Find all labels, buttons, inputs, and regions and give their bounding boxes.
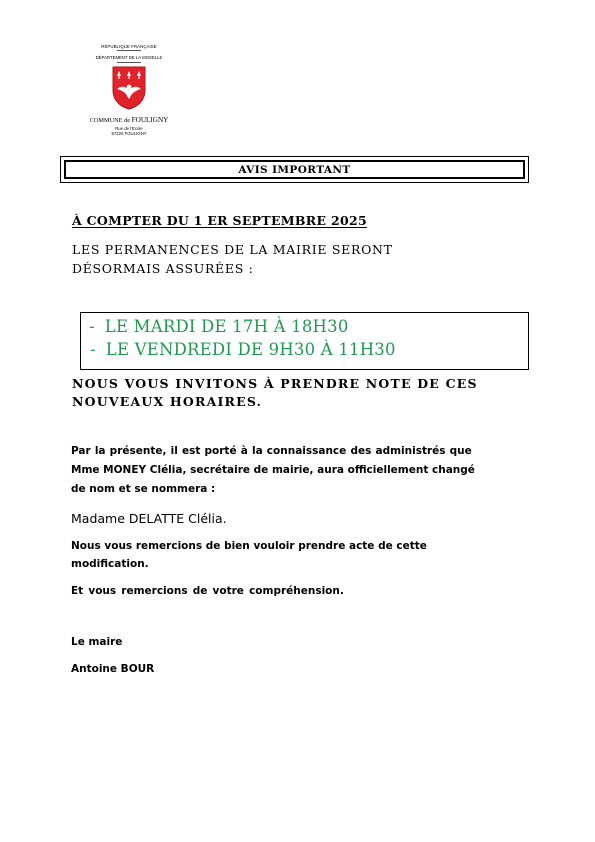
- bullet-dash: -: [90, 340, 96, 359]
- title-frame: [60, 156, 529, 183]
- hours-item: [90, 340, 396, 359]
- hours-box: [80, 312, 529, 370]
- commune-logo-block: [82, 44, 176, 136]
- hours-text: LE VENDREDI DE 9H30 À 11H30: [105, 340, 396, 359]
- intro-line-2: DÉSORMAIS ASSURÉES :: [72, 261, 254, 276]
- hours-text: LE MARDI DE 17H À 18H30: [104, 317, 349, 336]
- body-paragraph-line: Par la présente, il est porté à la connaissance des administrés que: [71, 445, 472, 457]
- commune-name: [82, 116, 176, 124]
- bullet-dash: -: [89, 317, 95, 336]
- intro-line-1: LES PERMANENCES DE LA MAIRIE SERONT: [72, 242, 393, 257]
- signature-name: Antoine BOUR: [71, 663, 155, 675]
- thanks-line: modification.: [71, 558, 149, 570]
- body-paragraph-line: de nom et se nommera :: [71, 483, 216, 495]
- divider: [117, 62, 141, 63]
- title-inner-frame: [64, 160, 525, 179]
- republique-label: RÉPUBLIQUE FRANÇAISE: [101, 44, 157, 49]
- commune-de: de: [124, 117, 131, 124]
- new-name: Madame DELATTE Clélia.: [71, 511, 227, 526]
- address-line-2: 57220 FOULIGNY: [111, 131, 147, 136]
- note-line-2: NOUVEAUX HORAIRES.: [72, 394, 263, 409]
- thanks-understanding: Et vous remercions de votre compréhension.: [71, 585, 344, 597]
- commune-prefix: COMMUNE: [89, 117, 123, 124]
- thanks-line: Nous vous remercions de bien vouloir prendre acte de cette: [71, 540, 427, 552]
- departement-label: DÉPARTEMENT DE LA MOSELLE: [95, 55, 163, 60]
- body-paragraph-line: Mme MONEY Clélia, secrétaire de mairie, aura officiellement changé: [71, 464, 475, 476]
- hours-item: [89, 317, 349, 336]
- signature-title: Le maire: [71, 636, 123, 648]
- note-line-1: NOUS VOUS INVITONS À PRENDRE NOTE DE CES: [72, 376, 478, 391]
- address-line-1: Rue de l'Ecole: [115, 126, 143, 131]
- divider: [117, 50, 141, 51]
- commune-name-text: FOULIGNY: [131, 116, 169, 124]
- notice-title: AVIS IMPORTANT: [238, 163, 351, 176]
- effective-date: À COMPTER DU 1 ER SEPTEMBRE 2025: [72, 213, 367, 228]
- coat-of-arms-icon: [112, 66, 146, 110]
